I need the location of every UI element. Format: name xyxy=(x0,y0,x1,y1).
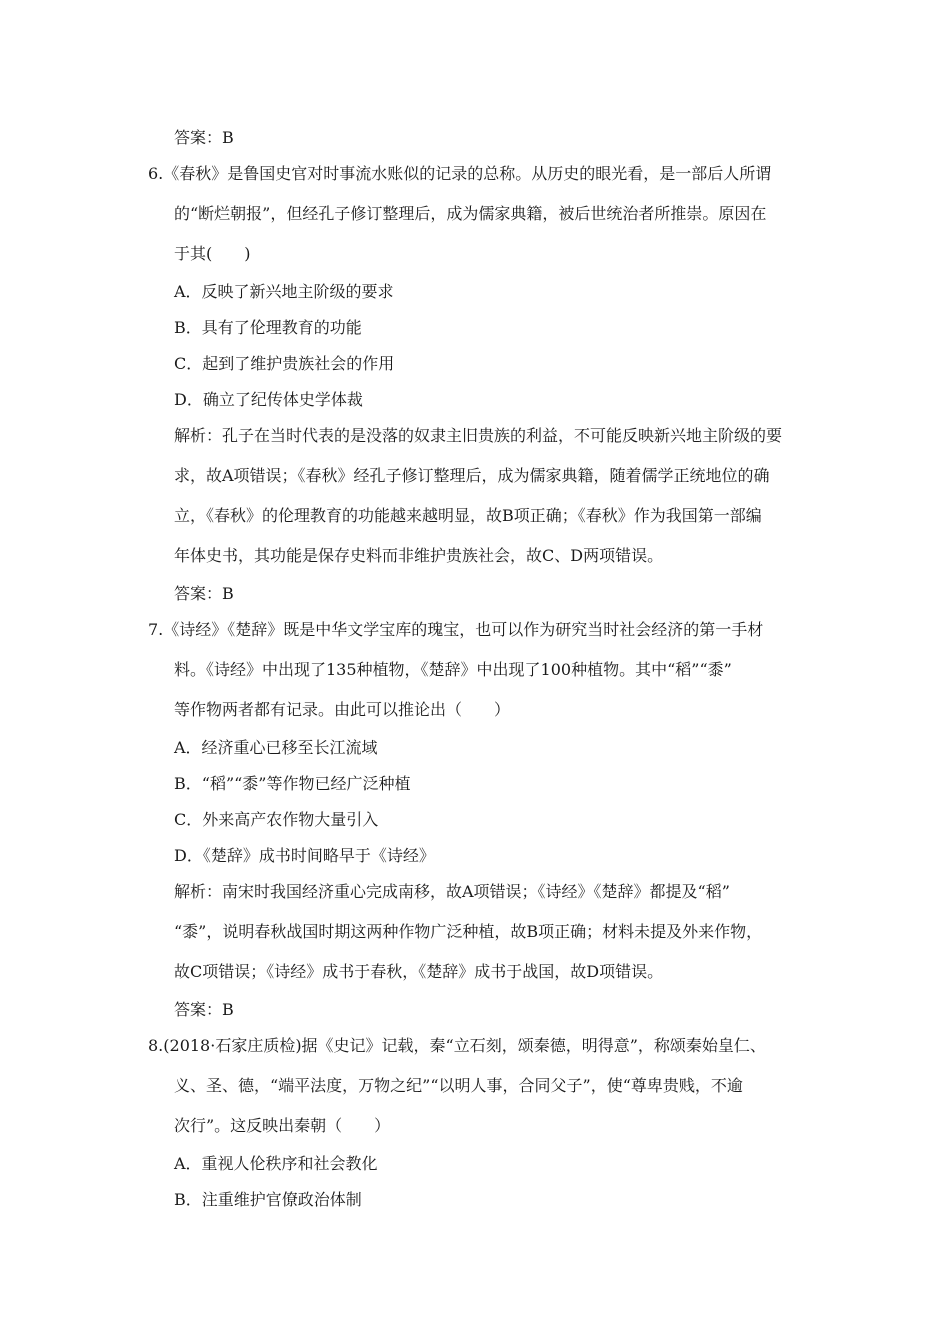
q7-analysis-line-3: 故C项错误；《诗经》成书于春秋，《楚辞》成书于战国，故D项错误。 xyxy=(174,962,664,981)
q7-option-c: C．外来高产农作物大量引入 xyxy=(174,810,379,829)
q8-option-a: A．重视人伦秩序和社会教化 xyxy=(174,1154,378,1173)
q7-option-a: A．经济重心已移至长江流域 xyxy=(174,738,378,757)
q6-option-c: C．起到了维护贵族社会的作用 xyxy=(174,354,395,373)
q7-option-b: B．“稻”“黍”等作物已经广泛种植 xyxy=(174,774,411,793)
q6-analysis-line-4: 年体史书，其功能是保存史料而非维护贵族社会，故C、D两项错误。 xyxy=(174,546,664,565)
q6-stem-line-3: 于其( ) xyxy=(174,244,251,263)
q6-option-b: B．具有了伦理教育的功能 xyxy=(174,318,362,337)
q6-answer: 答案：B xyxy=(174,584,234,603)
q7-stem-line-3: 等作物两者都有记录。由此可以推论出（ ） xyxy=(174,700,511,719)
q6-stem-line-1: 6.《春秋》是鲁国史官对时事流水账似的记录的总称。从历史的眼光看，是一部后人所谓 xyxy=(148,164,772,183)
q6-option-d: D．确立了纪传体史学体裁 xyxy=(174,390,363,409)
q8-stem-line-2: 义、圣、德，“端平法度，万物之纪”“以明人事，合同父子”，使“尊卑贵贱，不逾 xyxy=(174,1076,743,1095)
q7-answer: 答案：B xyxy=(174,1000,234,1019)
q8-stem-line-1: 8.(2018·石家庄质检)据《史记》记载，秦“立石刻，颂秦德，明得意”，称颂秦始皇仁、 xyxy=(148,1036,766,1055)
q6-stem-line-2: 的“断烂朝报”，但经孔子修订整理后，成为儒家典籍，被后世统治者所推崇。原因在 xyxy=(174,204,767,223)
q6-analysis-line-2: 求，故A项错误；《春秋》经孔子修订整理后，成为儒家典籍，随着儒学正统地位的确 xyxy=(174,466,770,485)
q8-stem-line-3: 次行”。这反映出秦朝（ ） xyxy=(174,1116,391,1135)
q8-option-b: B．注重维护官僚政治体制 xyxy=(174,1190,362,1209)
q7-option-d: D．《楚辞》成书时间略早于《诗经》 xyxy=(174,846,435,865)
q6-option-a: A．反映了新兴地主阶级的要求 xyxy=(174,282,394,301)
q7-stem-line-1: 7.《诗经》《楚辞》既是中华文学宝库的瑰宝，也可以作为研究当时社会经济的第一手材 xyxy=(148,620,764,639)
q7-analysis-line-2: “黍”，说明春秋战国时期这两种作物广泛种植，故B项正确；材料未提及外来作物， xyxy=(174,922,763,941)
q7-analysis-line-1: 解析：南宋时我国经济重心完成南移，故A项错误；《诗经》《楚辞》都提及“稻” xyxy=(174,882,730,901)
q6-analysis-line-1: 解析：孔子在当时代表的是没落的奴隶主旧贵族的利益，不可能反映新兴地主阶级的要 xyxy=(174,426,783,445)
answer-prev: 答案：B xyxy=(174,128,234,147)
q7-stem-line-2: 料。《诗经》中出现了135种植物，《楚辞》中出现了100种植物。其中“稻”“黍” xyxy=(174,660,732,679)
q6-analysis-line-3: 立，《春秋》的伦理教育的功能越来越明显，故B项正确；《春秋》作为我国第一部编 xyxy=(174,506,762,525)
